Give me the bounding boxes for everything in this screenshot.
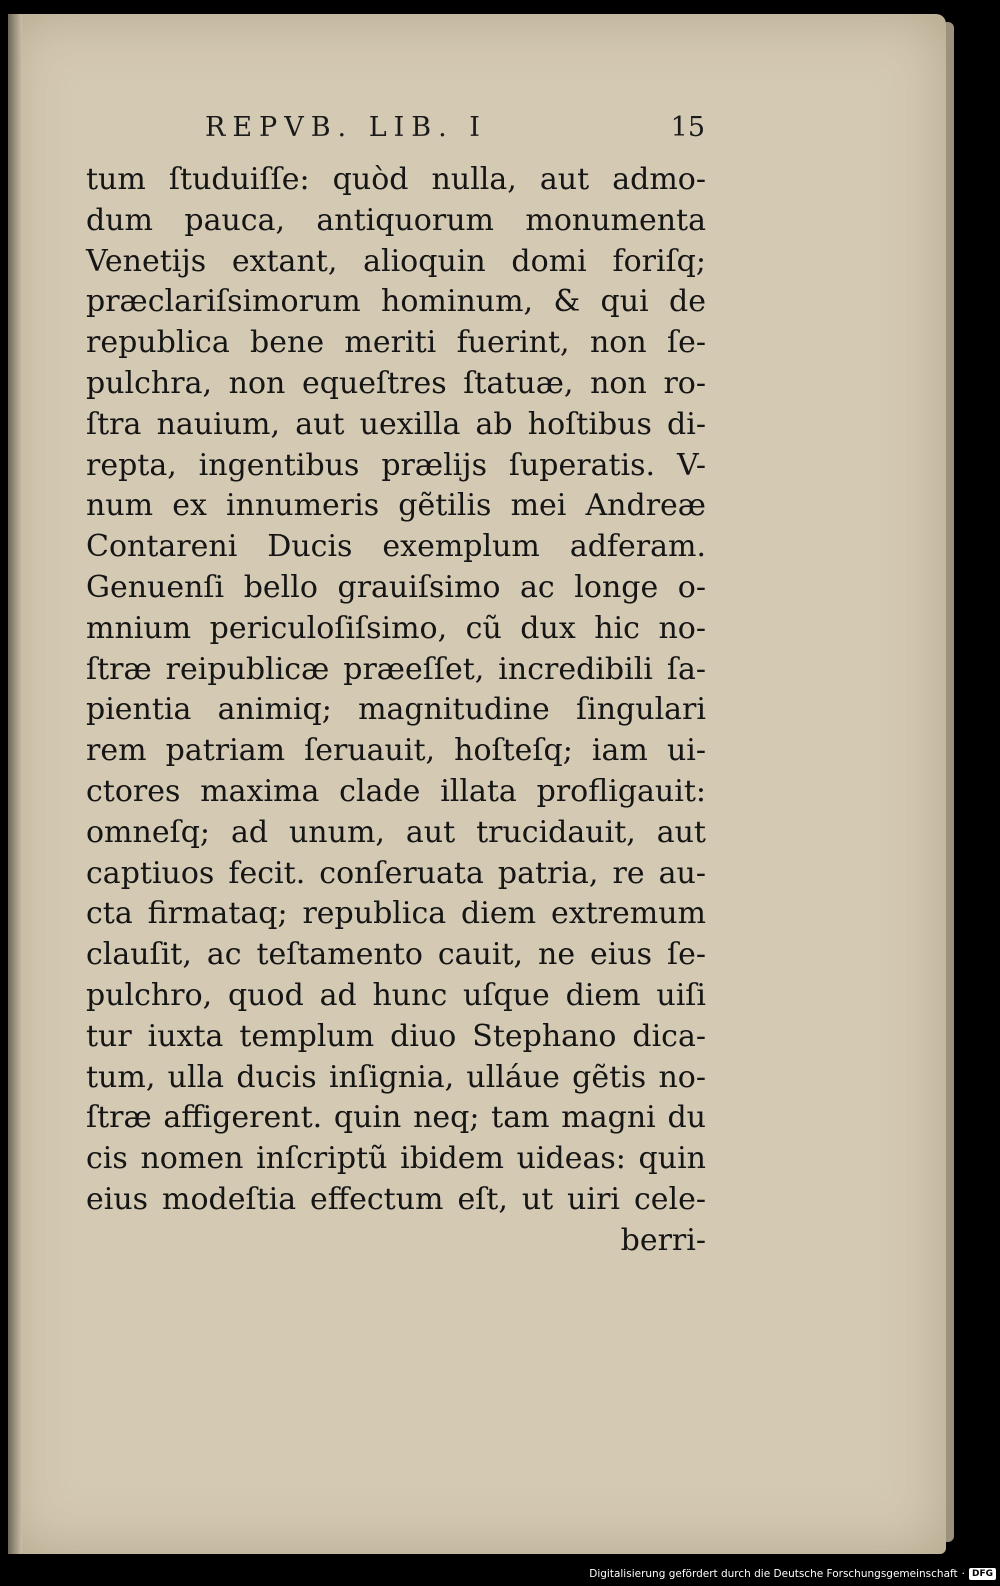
text-line: tum, ulla ducis inſignia, ulláue gẽtis no- bbox=[86, 1059, 706, 1095]
page-number: 15 bbox=[670, 112, 705, 143]
text-line: Genuenſi bello grauiſsimo ac longe o- bbox=[86, 569, 706, 605]
running-head-title: REPVB. LIB. I bbox=[205, 112, 487, 143]
text-line: eius modeſtia effectum eſt, ut uiri cele- bbox=[86, 1181, 706, 1217]
text-line: ſtræ reipublicæ præeſſet, incredibili ſa- bbox=[86, 651, 706, 687]
text-line: ſtra nauium, aut uexilla ab hoſtibus di- bbox=[86, 406, 706, 442]
text-line: tum ſtuduiſſe: quòd nulla, aut admo- bbox=[86, 162, 706, 197]
text-line: tur iuxta templum diuo Stephano dica- bbox=[86, 1018, 706, 1054]
text-line: omneſq; ad unum, aut trucidauit, aut bbox=[86, 814, 706, 850]
text-line: repta, ingentibus prælijs ſuperatis. V- bbox=[86, 447, 706, 483]
text-line: rem patriam ſeruauit, hoſteſq; iam ui- bbox=[86, 733, 706, 769]
dfg-logo-badge: DFG bbox=[969, 1568, 996, 1580]
text-line: ctores maxima clade illata profligauit: bbox=[86, 773, 706, 809]
text-line: cis nomen inſcriptũ ibidem uideas: quin bbox=[86, 1141, 706, 1177]
page-edge bbox=[946, 22, 954, 1542]
footer-credit-text: Digitalisierung gefördert durch die Deutsche Forschungsgemeinschaft bbox=[589, 1568, 958, 1580]
text-line: republica bene meriti fuerint, non ſe- bbox=[86, 325, 706, 361]
page-gutter bbox=[8, 14, 22, 1554]
body-text bbox=[86, 160, 706, 1262]
text-line: cta firmataq; republica diem extremum bbox=[86, 896, 706, 932]
text-line: præclariſsimorum hominum, & qui de bbox=[86, 284, 706, 320]
text-line: pulchro, quod ad hunc uſque diem uiſi bbox=[86, 977, 706, 1013]
text-line: ſtræ affigerent. quin neq; tam magni du bbox=[86, 1100, 706, 1136]
text-line: pientia animiq; magnitudine ſingulari bbox=[86, 692, 706, 728]
text-line: Venetijs extant, alioquin domi foriſq; bbox=[86, 243, 706, 279]
digitization-footer: Digitalisierung gefördert durch die Deutsche Forschungsgemeinschaft · DFG bbox=[589, 1564, 996, 1584]
text-line: num ex innumeris gẽtilis mei Andreæ bbox=[86, 488, 706, 524]
text-line: clauſit, ac teſtamento cauit, ne eius ſe- bbox=[86, 937, 706, 973]
text-line: captiuos fecit. conſeruata patria, re au- bbox=[86, 855, 706, 891]
text-line: pulchra, non equeſtres ſtatuæ, non ro- bbox=[86, 365, 706, 401]
running-head bbox=[205, 112, 705, 152]
catchword: berri- bbox=[620, 1222, 706, 1258]
text-line: mnium periculoſiſsimo, cũ dux hic no- bbox=[86, 610, 706, 646]
text-line: Contareni Ducis exemplum adferam. bbox=[86, 529, 706, 565]
text-line: dum pauca, antiquorum monumenta bbox=[86, 202, 706, 238]
